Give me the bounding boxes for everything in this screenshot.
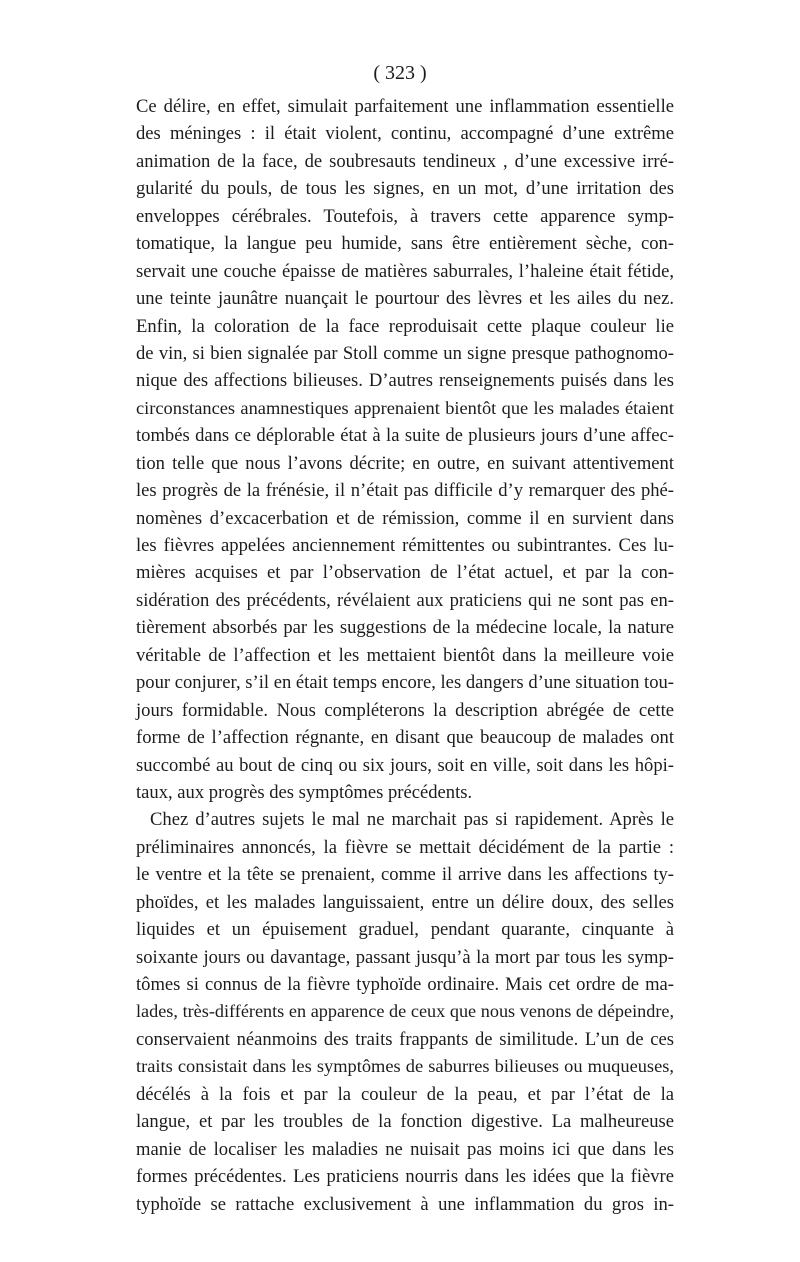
text-line: phoïdes, et les malades languissaient, entre un délire doux, des selles (136, 891, 674, 913)
text-line: jours formidable. Nous compléterons la description abrégée de cette (136, 699, 674, 721)
text-line: conservaient néanmoins des traits frappants de similitude. L’un de ces (136, 1028, 674, 1050)
text-line: tômes si connus de la fièvre typhoïde ordinaire. Mais cet ordre de ma- (136, 974, 674, 995)
text-line: le ventre et la tête se prenaient, comme il arrive dans les affections ty- (136, 864, 674, 886)
paragraph-2 (136, 806, 674, 1218)
text-line: les fièvres appelées anciennement rémittentes ou subintrantes. Ces lu- (136, 535, 674, 556)
text-line: manie de localiser les maladies ne nuisait pas moins ici que dans les (136, 1138, 674, 1160)
page-number: ( 323 ) (373, 62, 427, 84)
text-line: Enfin, la coloration de la face reproduisait cette plaque couleur lie (136, 315, 674, 337)
text-line: tomatique, la langue peu humide, sans être entièrement sèche, con- (136, 233, 674, 255)
text-line: préliminaires annoncés, la fièvre se mettait décidément de la partie : (136, 836, 674, 858)
text-line: tion telle que nous l’avons décrite; en outre, en suivant attentivement (136, 452, 674, 474)
text-line: soixante jours ou davantage, passant jusqu’à la mort par tous les symp- (136, 946, 674, 968)
text-line: tombés dans ce déplorable état à la suite de plusieurs jours d’une affec- (136, 425, 674, 447)
text-line: liquides et un épuisement graduel, pendant quarante, cinquante à (136, 919, 674, 941)
paragraph-1 (136, 93, 674, 806)
text-line: de vin, si bien signalée par Stoll comme un signe presque pathognomo- (136, 342, 674, 364)
text-line: traits consistait dans les symptômes de saburres bilieuses ou muqueuses, (136, 1056, 674, 1077)
body-text (136, 93, 674, 1218)
text-line: nique des affections bilieuses. D’autres renseignements puisés dans les (136, 370, 674, 392)
text-line: décélés à la fois et par la couleur de la peau, et par l’état de la (136, 1083, 674, 1105)
text-line: pour conjurer, s’il en était temps encore, les dangers d’une situation tou- (136, 672, 674, 694)
text-line: taux, aux progrès des symptômes précédents. (136, 781, 473, 803)
text-line: servait une couche épaisse de matières saburrales, l’haleine était fétide, (136, 260, 674, 282)
text-line: animation de la face, de soubresauts tendineux , d’une excessive irré- (136, 150, 674, 172)
text-line: circonstances anamnestiques apprenaient bientôt que les malades étaient (136, 397, 674, 418)
text-line: sidération des précédents, révélaient aux praticiens qui ne sont pas en- (136, 589, 674, 611)
text-line: typhoïde se rattache exclusivement à une inflammation du gros in- (136, 1193, 674, 1215)
text-line: tièrement absorbés par les suggestions de la médecine locale, la nature (136, 617, 674, 639)
text-line: langue, et par les troubles de la fonction digestive. La malheureuse (136, 1111, 674, 1133)
text-line: véritable de l’affection et les mettaient bientôt dans la meilleure voie (136, 644, 674, 666)
text-line: nomènes d’excacerbation et de rémission, comme il en survient dans (136, 507, 674, 529)
text-line: formes précédentes. Les praticiens nourris dans les idées que la fièvre (136, 1166, 674, 1188)
text-line: mières acquises et par l’observation de l’état actuel, et par la con- (136, 562, 674, 584)
text-line: Ce délire, en effet, simulait parfaitement une inflammation essentielle (136, 96, 674, 117)
text-line: succombé au bout de cinq ou six jours, soit en ville, soit dans les hôpi- (136, 754, 674, 776)
text-line: les progrès de la frénésie, il n’était pas difficile d’y remarquer des phé- (136, 480, 674, 502)
text-line: enveloppes cérébrales. Toutefois, à travers cette apparence symp- (136, 205, 674, 227)
text-line: Chez d’autres sujets le mal ne marchait pas si rapidement. Après le (150, 809, 674, 831)
text-line: lades, très-différents en apparence de ceux que nous venons de dépeindre, (136, 1001, 674, 1022)
text-line: une teinte jaunâtre nuançait le pourtour des lèvres et les ailes du nez. (136, 288, 674, 310)
text-line: gularité du pouls, de tous les signes, en un mot, d’une irritation des (136, 178, 674, 200)
text-line: des méninges : il était violent, continu, accompagné d’une extrême (136, 123, 674, 145)
text-line: forme de l’affection régnante, en disant que beaucoup de malades ont (136, 727, 674, 749)
